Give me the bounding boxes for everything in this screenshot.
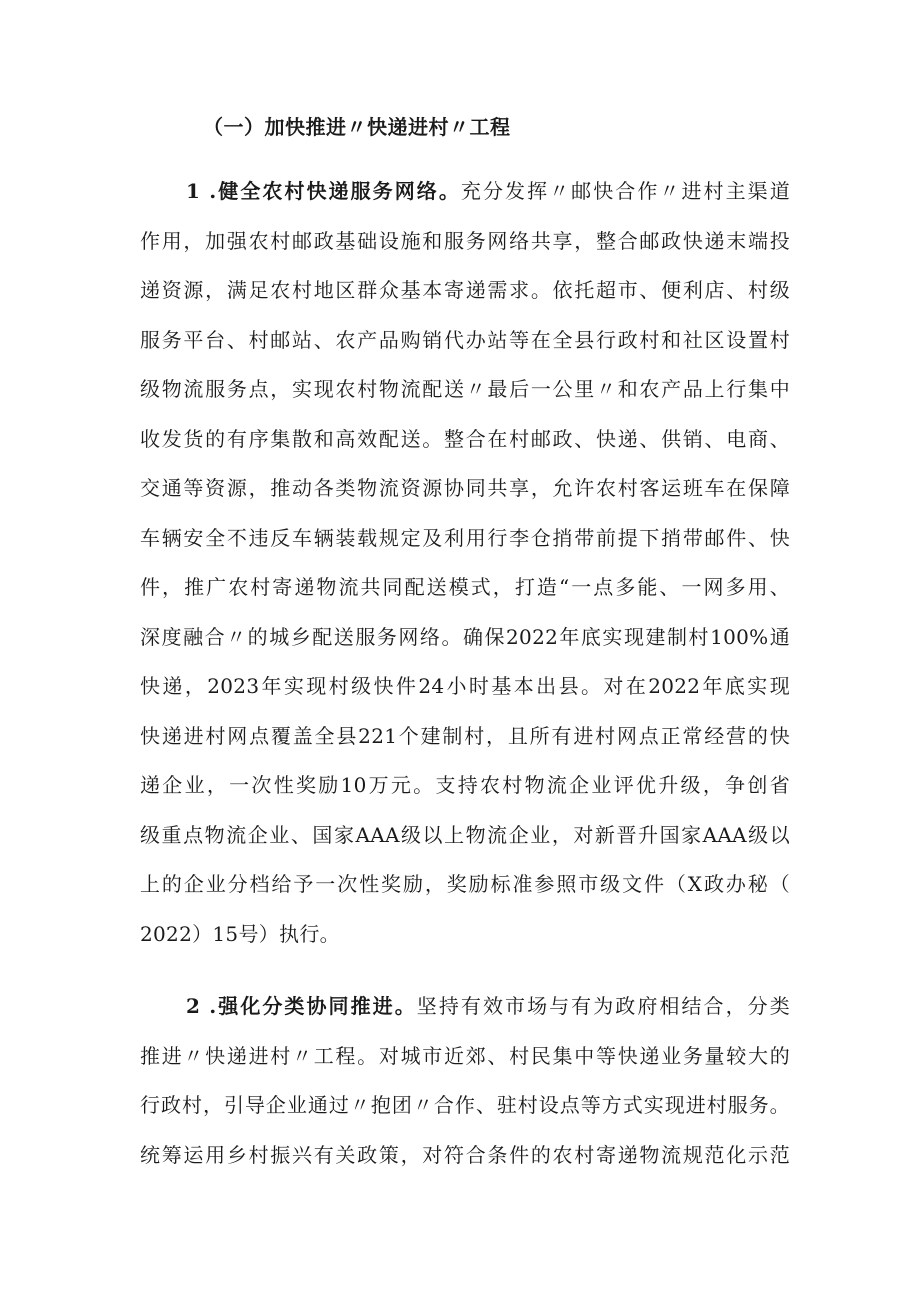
paragraph-line: 级物流服务点，实现农村物流配送〃最后一公里〃和农产品上行集中 bbox=[140, 377, 790, 401]
paragraph-line: 快递，2023年实现村级快件24小时基本出县。对在2022年底实现 bbox=[140, 674, 790, 698]
paragraph-line: 作用，加强农村邮政基础设施和服务网络共享，整合邮政快递末端投 bbox=[140, 228, 790, 253]
paragraph-line: 级重点物流企业、国家AAA级以上物流企业，对新晋升国家AAA级以 bbox=[140, 822, 790, 847]
section-heading: （一）加快推进〃快递进村〃工程 bbox=[203, 115, 511, 139]
paragraph-line: 快递进村网点覆盖全县221个建制村，且所有进村网点正常经营的快 bbox=[140, 723, 790, 748]
paragraph-line: 车辆安全不违反车辆装载规定及利用行李仓捎带前提下捎带邮件、快 bbox=[140, 525, 790, 550]
paragraph-line: 收发货的有序集散和高效配送。整合在村邮政、快递、供销、电商、 bbox=[140, 426, 790, 451]
paragraph-line: 行政村，引导企业通过〃抱团〃合作、驻村设点等方式实现进村服务。 bbox=[140, 1093, 790, 1117]
paragraph-line: 件，推广农村寄递物流共同配送模式，打造“一点多能、一网多用、 bbox=[140, 575, 790, 599]
paragraph-line: 上的企业分档给予一次性奖励，奖励标准参照市级文件（X政办秘（ bbox=[140, 872, 790, 896]
paragraph-first-line bbox=[140, 167, 790, 217]
paragraph-line: 深度融合〃的城乡配送服务网络。确保2022年底实现建制村100%通 bbox=[140, 624, 790, 649]
paragraph-lead-title: 2 .强化分类协同推进。 bbox=[186, 994, 417, 1018]
paragraph-line: 2022）15号）执行。 bbox=[140, 921, 340, 946]
paragraph-line: 统筹运用乡村振兴有关政策，对符合条件的农村寄递物流规范化示范 bbox=[140, 1142, 790, 1167]
paragraph-rural-express-network bbox=[140, 167, 790, 959]
paragraph-text: 充分发挥〃邮快合作〃进村主渠道 bbox=[460, 179, 790, 203]
paragraph-line: 交通等资源，推动各类物流资源协同共享，允许农村客运班车在保障 bbox=[140, 476, 790, 500]
paragraph-line: 服务平台、村邮站、农产品购销代办站等在全县行政村和社区设置村 bbox=[140, 327, 790, 352]
paragraph-first-line bbox=[140, 982, 790, 1032]
paragraph-line: 递资源，满足农村地区群众基本寄递需求。依托超市、便利店、村级 bbox=[140, 278, 790, 302]
paragraph-line: 推进〃快递进村〃工程。对城市近郊、村民集中等快递业务量较大的 bbox=[140, 1043, 790, 1068]
paragraph-category-coordination bbox=[140, 982, 790, 1180]
paragraph-lead-title: 1 .健全农村快递服务网络。 bbox=[186, 179, 461, 203]
paragraph-line: 递企业，一次性奖励10万元。支持农村物流企业评优升级，争创省 bbox=[140, 773, 790, 797]
paragraph-text: 坚持有效市场与有为政府相结合，分类 bbox=[416, 994, 790, 1018]
